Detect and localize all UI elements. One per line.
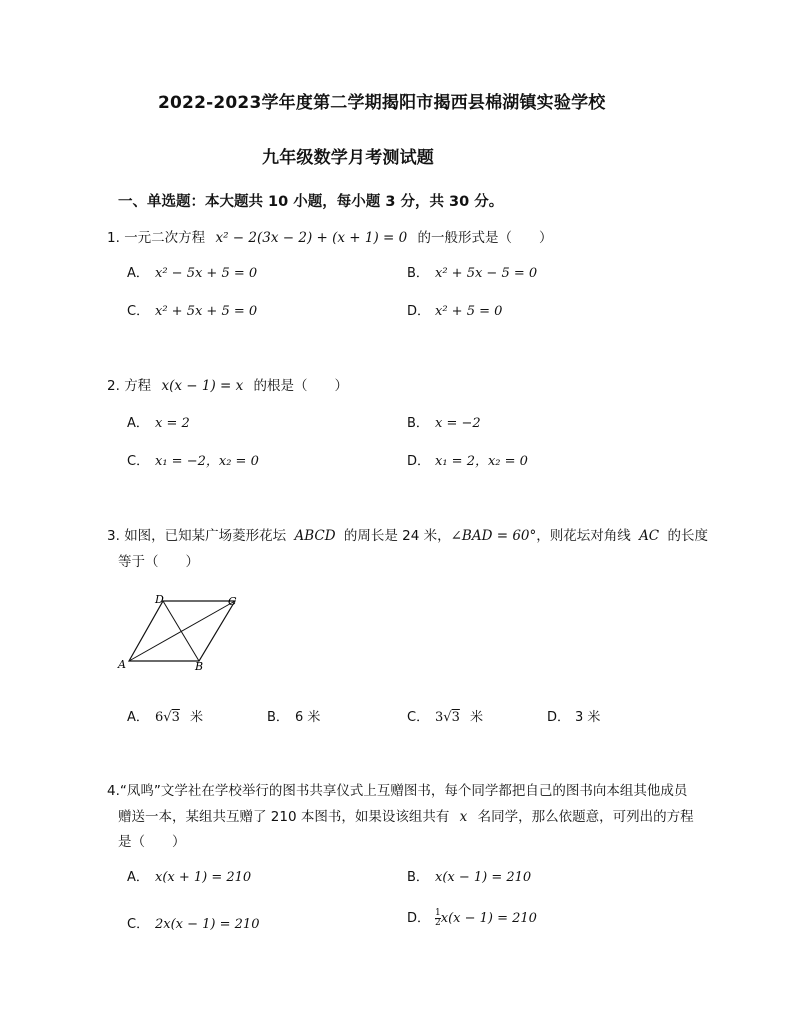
option-value: x² − 5x + 5 = 0: [155, 266, 258, 281]
option-label: A．: [127, 266, 149, 281]
option-value: 2x(x − 1) = 210: [155, 917, 260, 932]
document-title-line1: 2022-2023学年度第二学期揭阳市揭西县棉湖镇实验学校: [158, 93, 606, 113]
question-3-line2: 等于（ ）: [118, 554, 199, 570]
question-3: [107, 524, 708, 544]
option-label: B．: [407, 266, 429, 281]
section-heading: 一、单选题：本大题共 10 小题，每小题 3 分，共 30 分。: [118, 194, 504, 210]
question-4: [107, 779, 687, 799]
option-a: [127, 706, 203, 725]
option-value: x(x − 1) = 210: [435, 870, 532, 885]
question-variable: x: [459, 809, 468, 825]
option-b: [407, 262, 537, 281]
diagonal-bd: [163, 601, 199, 661]
question-text: ，则花坛对角线: [536, 528, 631, 544]
option-c: [407, 706, 483, 725]
question-text: 的周长是 24 米，: [343, 528, 451, 544]
option-b: [407, 866, 531, 885]
option-label: C．: [127, 454, 150, 469]
question-text: 的根是（ ）: [253, 378, 349, 394]
option-c: [127, 450, 259, 469]
document-title-line2: 九年级数学月考测试题: [262, 148, 434, 168]
question-number: 3.: [107, 528, 120, 544]
question-text: “凤鸣”文学社在学校举行的图书共享仪式上互赠图书，每个同学都把自己的图书向本组其他成员: [119, 783, 688, 799]
option-a: [127, 866, 251, 885]
question-equation: x² − 2(3x − 2) + (x + 1) = 0: [215, 230, 408, 246]
question-text: 如图，已知某广场菱形花坛: [124, 528, 287, 544]
option-radicand: 3: [171, 710, 180, 725]
option-value: x(x − 1) = 210: [440, 911, 537, 926]
option-b: [267, 706, 320, 725]
option-label: C．: [407, 710, 430, 725]
option-label: C．: [127, 917, 150, 932]
option-value: x = −2: [435, 416, 481, 431]
question-text: 名同学，那么依题意，可列出的方程: [477, 809, 694, 825]
option-d: [407, 300, 502, 319]
question-4-line2: [118, 805, 694, 825]
option-a: [127, 262, 257, 281]
option-value: x² + 5 = 0: [435, 304, 503, 319]
option-label: A．: [127, 710, 149, 725]
question-text: 一元二次方程: [124, 230, 206, 246]
vertex-label-d: D: [155, 593, 164, 606]
option-c: [127, 913, 259, 932]
sqrt-icon: √: [443, 710, 452, 725]
question-number: 2.: [107, 378, 120, 394]
question-equation: x(x − 1) = x: [161, 378, 244, 394]
option-value: x₁ = −2，x₂ = 0: [155, 454, 259, 469]
question-1: [107, 226, 553, 246]
option-b: [407, 412, 481, 431]
question-number: 4.: [107, 783, 120, 799]
option-d: [547, 706, 600, 725]
option-label: D．: [407, 911, 431, 926]
option-label: B．: [407, 870, 429, 885]
option-value: 6 米: [295, 710, 321, 725]
option-value: x² + 5x − 5 = 0: [435, 266, 538, 281]
vertex-label-a: A: [118, 658, 126, 670]
option-radicand: 3: [451, 710, 460, 725]
vertex-label-b: B: [195, 660, 204, 670]
option-value: x(x + 1) = 210: [155, 870, 252, 885]
option-label: B．: [407, 416, 429, 431]
question-number: 1.: [107, 230, 120, 246]
rhombus-figure: [115, 588, 250, 670]
vertex-label-c: C: [228, 595, 237, 608]
option-value: x₁ = 2，x₂ = 0: [435, 454, 528, 469]
question-text: 的长度: [667, 528, 708, 544]
option-label: B．: [267, 710, 289, 725]
option-label: D．: [547, 710, 571, 725]
option-value: x² + 5x + 5 = 0: [155, 304, 258, 319]
option-value: x = 2: [155, 416, 190, 431]
option-a: [127, 412, 190, 431]
option-label: D．: [407, 454, 431, 469]
option-label: C．: [127, 304, 150, 319]
question-angle: ∠BAD = 60°: [450, 528, 537, 544]
fraction-numerator: 1: [435, 908, 441, 918]
question-4-line3: 是（ ）: [118, 834, 186, 850]
question-2: [107, 374, 348, 394]
option-coefficient: 6: [155, 710, 164, 725]
question-text: 赠送一本，某组共互赠了 210 本图书，如果设该组共有: [118, 809, 450, 825]
option-coefficient: 3: [435, 710, 444, 725]
diagonal-ac: [129, 601, 235, 661]
question-diagonal: AC: [639, 528, 660, 544]
option-d: [407, 907, 537, 928]
sqrt-icon: √: [163, 710, 172, 725]
option-value: 3 米: [575, 710, 601, 725]
question-text: 的一般形式是（ ）: [417, 230, 553, 246]
option-unit: 米: [470, 710, 484, 725]
question-text: 方程: [124, 378, 152, 394]
question-shape: ABCD: [294, 528, 336, 544]
option-label: A．: [127, 870, 149, 885]
fraction-denominator: 2: [435, 918, 441, 928]
option-label: D．: [407, 304, 431, 319]
option-d: [407, 450, 528, 469]
option-label: A．: [127, 416, 149, 431]
option-c: [127, 300, 257, 319]
option-unit: 米: [190, 710, 204, 725]
